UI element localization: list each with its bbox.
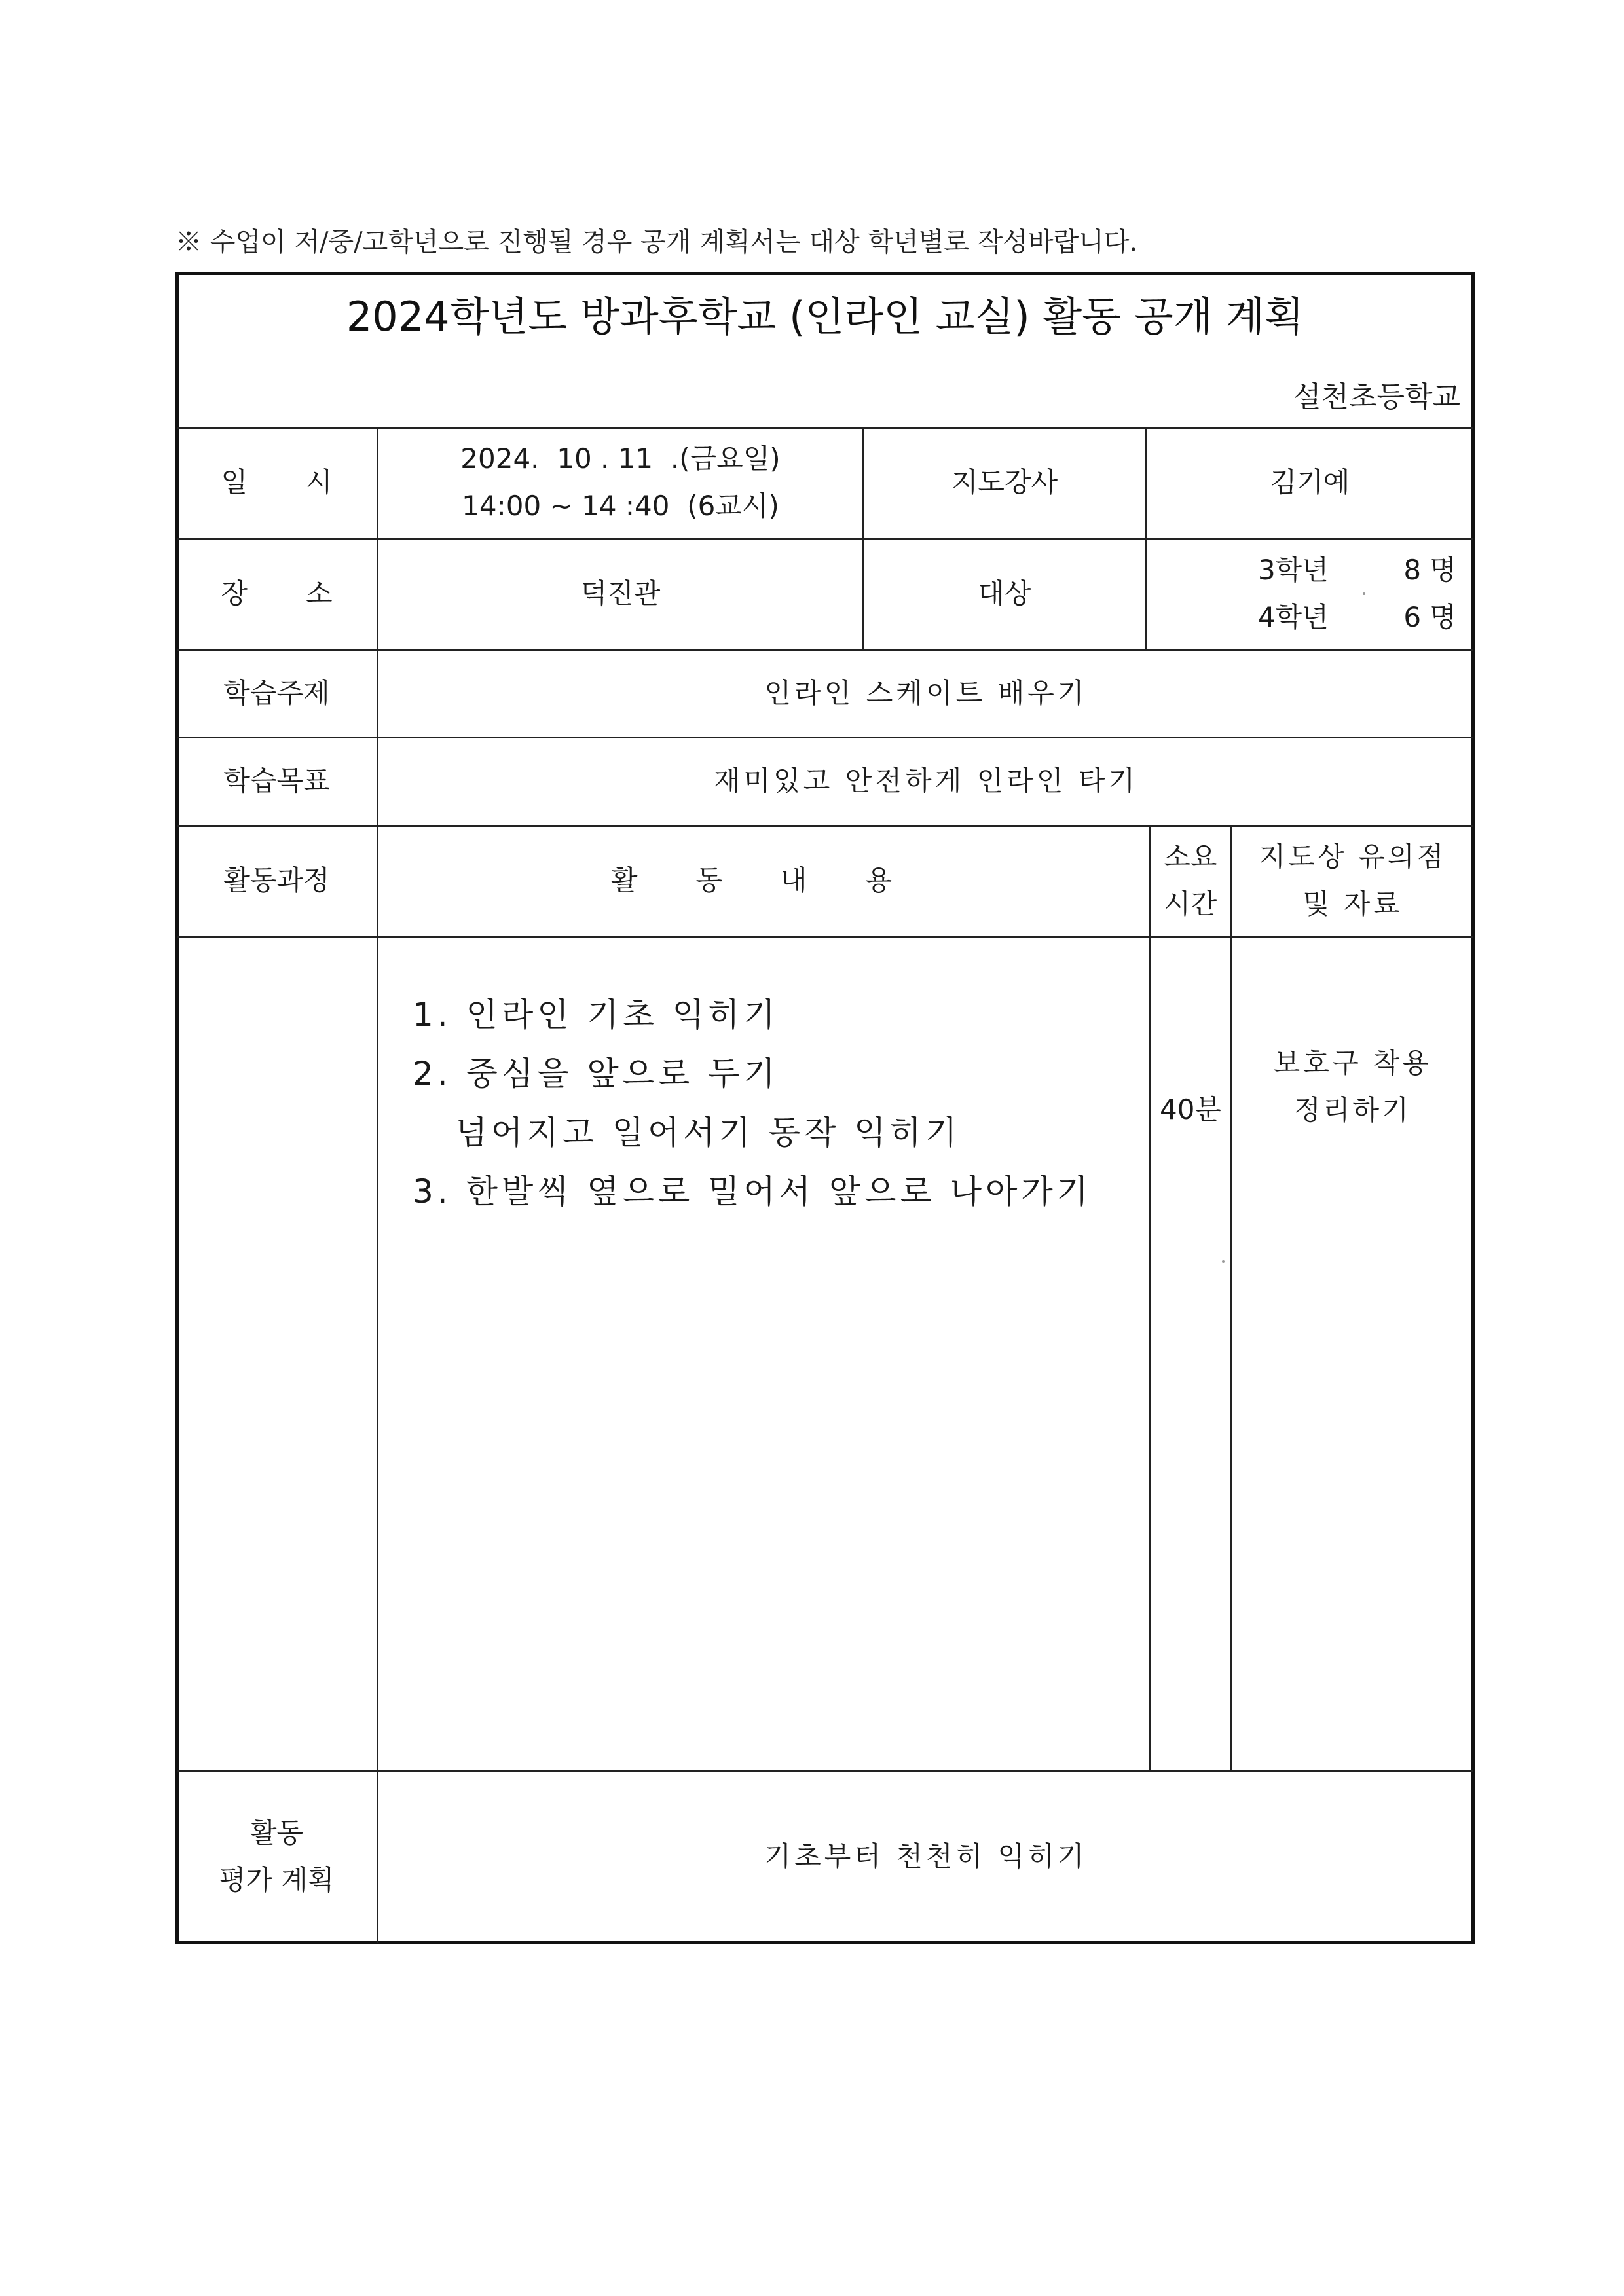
time-line: 14:00 ~ 14 :40 (6교시) bbox=[462, 490, 779, 522]
activity-notes bbox=[1232, 1034, 1473, 1139]
date-value bbox=[378, 427, 862, 538]
goal-label: 학습목표 bbox=[223, 764, 330, 797]
activity-item: 2. 중심을 앞으로 두기 bbox=[413, 1055, 779, 1093]
place-label: 장 소 bbox=[221, 577, 358, 610]
content-header: 활 동 내 용 bbox=[611, 864, 917, 896]
activity-time: 40분 bbox=[1159, 1093, 1221, 1125]
activity-item: 넘어지고 일어서기 동작 익히기 bbox=[413, 1114, 961, 1152]
target-label: 대상 bbox=[978, 577, 1031, 610]
col-divider-time bbox=[1149, 825, 1151, 1770]
time-header-line: 시간 bbox=[1164, 888, 1217, 920]
notes-header-line: 및 자료 bbox=[1302, 888, 1403, 920]
school-name: 설천초등학교 bbox=[1293, 380, 1460, 414]
notes-line: 보호구 착용 bbox=[1273, 1047, 1432, 1079]
date-label: 일 시 bbox=[221, 466, 358, 498]
evaluation-value: 기초부터 천천히 익히기 bbox=[764, 1840, 1088, 1872]
row-divider-process bbox=[177, 936, 1473, 938]
evaluation-label-line: 활동 bbox=[249, 1816, 304, 1849]
target-row-1 bbox=[1147, 547, 1473, 594]
notes-header bbox=[1232, 825, 1473, 936]
activity-item: 1. 인라인 기초 익히기 bbox=[413, 996, 779, 1034]
student-count: 6 명 bbox=[1403, 601, 1456, 633]
grade-label: 4학년 bbox=[1258, 601, 1329, 633]
grade-label: 3학년 bbox=[1258, 554, 1329, 586]
instructor-name: 김기예 bbox=[1270, 466, 1350, 498]
goal-value: 재미있고 안전하게 인라인 타기 bbox=[713, 764, 1139, 797]
time-header-line: 소요 bbox=[1164, 841, 1217, 873]
evaluation-label bbox=[177, 1770, 377, 1943]
topic-label: 학습주제 bbox=[223, 676, 330, 709]
time-header bbox=[1151, 825, 1230, 936]
col-divider-notes bbox=[1230, 825, 1232, 1770]
target-row-2 bbox=[1147, 594, 1473, 641]
topic-value: 인라인 스케이트 배우기 bbox=[764, 676, 1088, 709]
process-label: 활동과정 bbox=[223, 864, 330, 896]
evaluation-label-line: 평가 계획 bbox=[219, 1863, 335, 1896]
place-value: 덕진관 bbox=[580, 577, 661, 610]
notes-header-line: 지도상 유의점 bbox=[1259, 841, 1447, 873]
date-line: 2024. 10 . 11 .(금요일) bbox=[460, 443, 781, 475]
scan-speck bbox=[1222, 1260, 1225, 1263]
instruction-note: ※ 수업이 저/중/고학년으로 진행될 경우 공개 계획서는 대상 학년별로 작성바랍니다. bbox=[175, 227, 1138, 257]
target-value bbox=[1147, 538, 1473, 649]
activity-list bbox=[413, 985, 1092, 1221]
activity-item: 3. 한발씩 옆으로 밀어서 앞으로 나아가기 bbox=[413, 1173, 1092, 1211]
scan-speck bbox=[1363, 592, 1365, 595]
notes-line: 정리하기 bbox=[1293, 1094, 1412, 1126]
page-title: 2024학년도 방과후학교 (인라인 교실) 활동 공개 계획 bbox=[346, 292, 1304, 340]
instructor-label: 지도강사 bbox=[951, 466, 1058, 498]
student-count: 8 명 bbox=[1403, 554, 1456, 586]
